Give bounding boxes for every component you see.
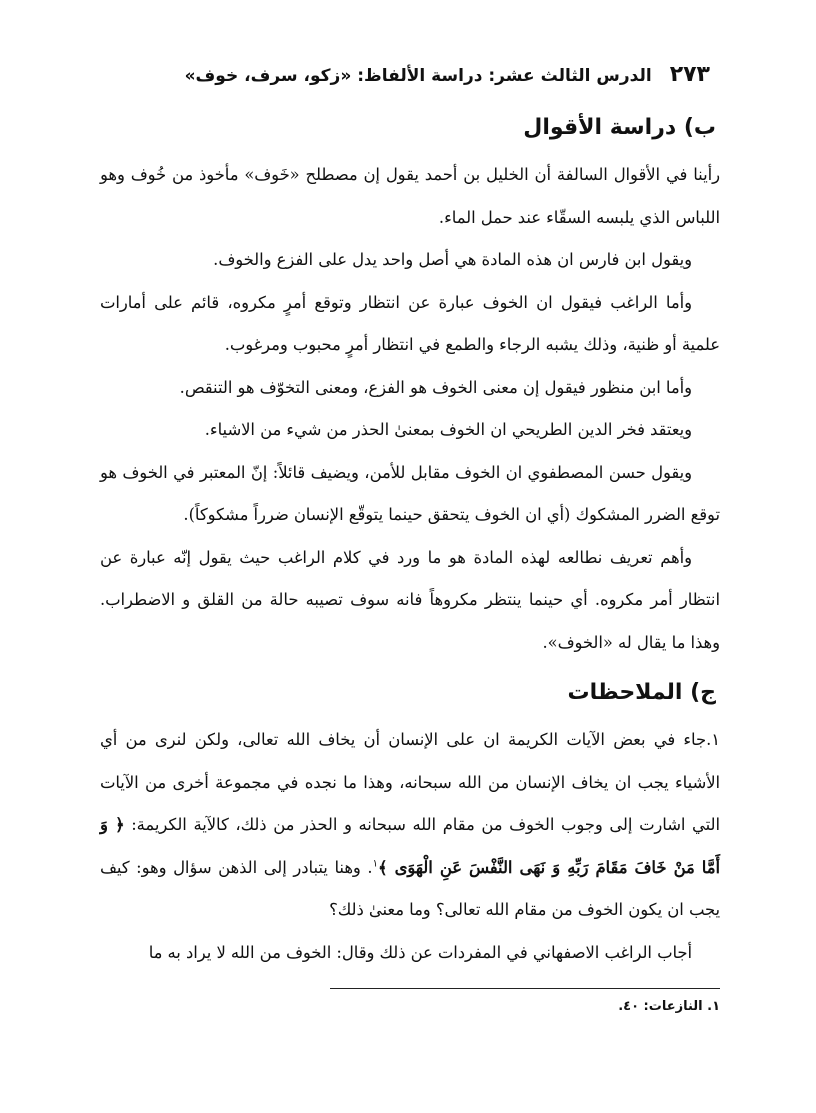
paragraph: وأما ابن منظور فيقول إن معنى الخوف هو الفزع، ومعنى التخوّف هو التنقص. bbox=[179, 377, 692, 397]
paragraph-note-1 bbox=[100, 719, 720, 932]
footnote-marker: ١ bbox=[372, 858, 378, 870]
section-title-b: ب) دراسة الأقوال bbox=[523, 115, 716, 140]
footnote: ١. النازعات: ٤٠. bbox=[618, 999, 720, 1014]
running-header bbox=[100, 62, 720, 87]
paragraph: ويقول ابن فارس ان هذه المادة هي أصل واحد يدل على الفزع والخوف. bbox=[213, 250, 692, 269]
note-1-continuation: . وهنا يتبادر إلى الذهن سؤال وهو: كيف يجب ان يكون الخوف من مقام الله تعالى؟ وما معنىٰ ذلك؟ bbox=[100, 857, 720, 919]
paragraph: أجاب الراغب الاصفهاني في المفردات عن ذلك وقال: الخوف من الله لا يراد به ما bbox=[148, 942, 692, 962]
paragraph: ويقول حسن المصطفوي ان الخوف مقابل للأمن، ويضيف قائلاً: إنّ المعتبر في الخوف هو توقع الضرر المشكوك (أي ان الخوف يتحقق حينما يتوقّع الإنسان ضرراً مشكوكاً). bbox=[100, 462, 720, 524]
section-title-c: ج) الملاحظات bbox=[567, 680, 716, 705]
paragraph: وأما الراغب فيقول ان الخوف عبارة عن انتظار وتوقع أمرٍ مكروه، قائم على أمارات علمية أو ظنية، وذلك يشبه الرجاء والطمع في انتظار أمرٍ محبوب ومرغوب. bbox=[100, 292, 720, 354]
paragraph: وأهم تعريف نطالعه لهذه المادة هو ما ورد في كلام الراغب حيث يقول إنّه عبارة عن انتظار أمر مكروه. أي حينما ينتظر مكروهاً فانه سوف تصيبه حالة من القلق و الاضطراب. وهذا ما يقال له «الخوف». bbox=[100, 547, 720, 652]
running-title: الدرس الثالث عشر: دراسة الألفاظ: «زكو، سرف، خوف» bbox=[184, 66, 652, 86]
page-number: ٢٧٣ bbox=[669, 62, 710, 87]
paragraph: رأينا في الأقوال السالفة أن الخليل بن أحمد يقول إن مصطلح «خَوف» مأخوذ من خُوف وهو اللباس الذي يلبسه السقّاء عند حمل الماء. bbox=[100, 165, 720, 227]
document-page bbox=[100, 62, 720, 1014]
footnote-divider bbox=[330, 988, 720, 989]
paragraph: ويعتقد فخر الدين الطريحي ان الخوف بمعنىٰ الحذر من شيء من الاشياء. bbox=[204, 420, 692, 439]
note-1-text: ١.جاء في بعض الآيات الكريمة ان على الإنسان أن يخاف الله تعالى، ولكن لنرى من أي الأشياء يجب ان يخاف الإنسان من الله سبحانه، وهذا ما نجده في مجموعة أخرى من الآيات التي اشارت إلى وجوب الخوف من مقام الله سبحانه و الحذر من ذلك، كالآية الكريمة: bbox=[100, 730, 720, 834]
quran-verse: ﴿ وَ أَمَّا مَنْ خَافَ مَقَامَ رَبِّهِ وَ نَهَى النَّفْسَ عَنِ الْهَوَى ﴾ bbox=[100, 815, 720, 877]
